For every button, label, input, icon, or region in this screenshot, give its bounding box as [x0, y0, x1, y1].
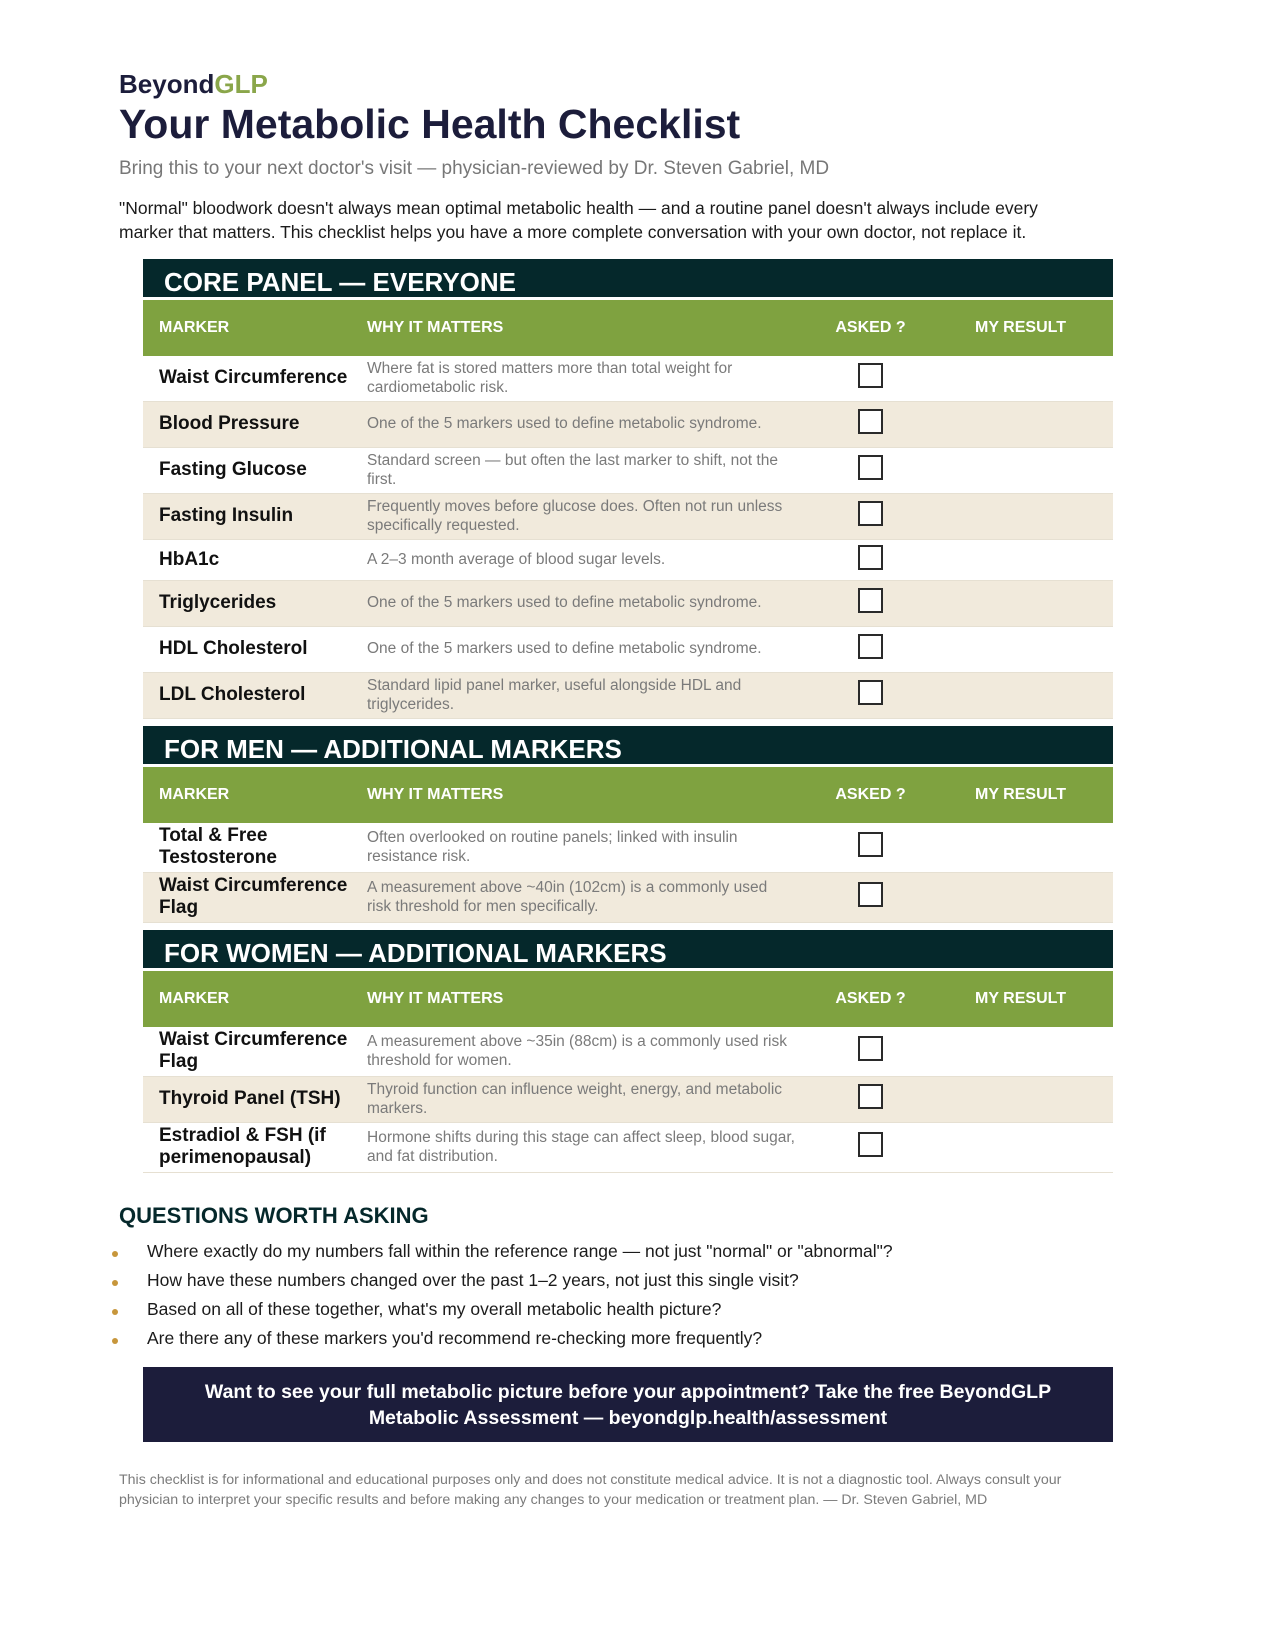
page-title: Your Metabolic Health Checklist: [119, 100, 741, 147]
asked-checkbox[interactable]: [858, 1084, 883, 1109]
table-row: [143, 581, 1113, 627]
table-row: [143, 356, 1113, 402]
table-row: [143, 1027, 1113, 1077]
section-women: [143, 930, 1113, 1173]
column-header-marker: MARKER: [159, 785, 230, 803]
section-heading: CORE PANEL — EVERYONE: [143, 259, 1113, 297]
marker-name: Fasting Glucose: [159, 459, 307, 481]
table-row: [143, 1123, 1113, 1173]
column-header-marker: MARKER: [159, 989, 230, 1007]
assessment-cta-banner[interactable]: Want to see your full metabolic picture before your appointment? Take the free BeyondGLP Metabolic Assessment — beyondglp.health/assessment: [143, 1367, 1113, 1442]
marker-name: Thyroid Panel (TSH): [159, 1088, 341, 1110]
column-header-result: MY RESULT: [975, 989, 1066, 1007]
table-header: [143, 767, 1113, 823]
marker-description: One of the 5 markers used to define metabolic syndrome.: [367, 415, 762, 433]
table-header: [143, 971, 1113, 1027]
marker-name: Waist Circumference Flag: [159, 875, 348, 919]
column-header-result: MY RESULT: [975, 318, 1066, 336]
marker-description: Where fat is stored matters more than total weight for cardiometabolic risk.: [367, 359, 733, 397]
asked-checkbox[interactable]: [858, 1036, 883, 1061]
bullet-icon: [112, 1280, 118, 1286]
table-row: [143, 402, 1113, 448]
marker-name: Waist Circumference Flag: [159, 1029, 348, 1073]
marker-name: LDL Cholesterol: [159, 684, 306, 706]
brand-name-main: Beyond: [119, 69, 215, 99]
marker-name: Fasting Insulin: [159, 505, 294, 527]
column-header-why: WHY IT MATTERS: [367, 989, 504, 1007]
bullet-icon: [112, 1251, 118, 1257]
marker-name: Total & Free Testosterone: [159, 825, 277, 869]
column-header-asked: ASKED ?: [835, 785, 906, 803]
checklist-page: [119, 70, 1119, 1510]
marker-description: One of the 5 markers used to define metabolic syndrome.: [367, 594, 762, 612]
marker-description: A 2–3 month average of blood sugar levels.: [367, 550, 666, 568]
marker-description: Thyroid function can influence weight, energy, and metabolic markers.: [367, 1080, 783, 1118]
table-row: [143, 627, 1113, 673]
asked-checkbox[interactable]: [858, 409, 883, 434]
table-header: [143, 300, 1113, 356]
questions-heading: QUESTIONS WORTH ASKING: [119, 1202, 429, 1228]
asked-checkbox[interactable]: [858, 882, 883, 907]
list-item: [119, 1266, 1119, 1295]
column-header-marker: MARKER: [159, 318, 230, 336]
asked-checkbox[interactable]: [858, 501, 883, 526]
question-text: How have these numbers changed over the past 1–2 years, not just this single visit?: [147, 1269, 799, 1290]
asked-checkbox[interactable]: [858, 680, 883, 705]
bullet-icon: [112, 1309, 118, 1315]
brand-name-accent: GLP: [214, 69, 268, 99]
asked-checkbox[interactable]: [858, 455, 883, 480]
intro-paragraph: "Normal" bloodwork doesn't always mean optimal metabolic health — and a routine panel doesn't always include every marker that matters. This checklist helps you have a more complete conversation with your own doctor, not replace it.: [119, 197, 1038, 242]
marker-description: Hormone shifts during this stage can affect sleep, blood sugar, and fat distribution.: [367, 1128, 795, 1166]
marker-description: Standard screen — but often the last marker to shift, not the first.: [367, 451, 778, 489]
marker-name: Triglycerides: [159, 592, 277, 614]
asked-checkbox[interactable]: [858, 363, 883, 388]
table-row: [143, 448, 1113, 494]
marker-description: Often overlooked on routine panels; linked with insulin resistance risk.: [367, 828, 738, 866]
table-row: [143, 673, 1113, 719]
column-header-asked: ASKED ?: [835, 989, 906, 1007]
table-row: [143, 540, 1113, 581]
asked-checkbox[interactable]: [858, 634, 883, 659]
asked-checkbox[interactable]: [858, 545, 883, 570]
table-row: [143, 494, 1113, 540]
asked-checkbox[interactable]: [858, 832, 883, 857]
marker-description: Standard lipid panel marker, useful alongside HDL and triglycerides.: [367, 676, 742, 714]
disclaimer-text: This checklist is for informational and educational purposes only and does not constitute medical advice. It is not a diagnostic tool. Always consult your physician to interpret your specific results and before making any changes to your medication or treatment plan. — Dr. Steven Gabriel, MD: [119, 1471, 1062, 1508]
section-heading: FOR WOMEN — ADDITIONAL MARKERS: [143, 930, 1113, 968]
section-heading: FOR MEN — ADDITIONAL MARKERS: [143, 726, 1113, 764]
marker-description: A measurement above ~40in (102cm) is a commonly used risk threshold for men specifically.: [367, 878, 768, 916]
marker-name: Waist Circumference: [159, 367, 348, 389]
asked-checkbox[interactable]: [858, 588, 883, 613]
table-row: [143, 1077, 1113, 1123]
marker-description: A measurement above ~35in (88cm) is a commonly used risk threshold for women.: [367, 1032, 787, 1070]
table-row: [143, 823, 1113, 873]
list-item: [119, 1324, 1119, 1353]
column-header-why: WHY IT MATTERS: [367, 785, 504, 803]
marker-description: Frequently moves before glucose does. Often not run unless specifically requested.: [367, 497, 783, 535]
marker-name: Blood Pressure: [159, 413, 300, 435]
section-men: [143, 726, 1113, 923]
list-item: [119, 1237, 1119, 1266]
marker-description: One of the 5 markers used to define metabolic syndrome.: [367, 640, 762, 658]
marker-name: Estradiol & FSH (if perimenopausal): [159, 1125, 326, 1169]
question-text: Where exactly do my numbers fall within the reference range — not just "normal" or "abnormal"?: [147, 1240, 893, 1261]
section-core-panel: [143, 259, 1113, 719]
page-subtitle: Bring this to your next doctor's visit — physician-reviewed by Dr. Steven Gabriel, MD: [119, 157, 830, 179]
marker-name: HDL Cholesterol: [159, 638, 308, 660]
question-text: Based on all of these together, what's my overall metabolic health picture?: [147, 1298, 722, 1319]
column-header-result: MY RESULT: [975, 785, 1066, 803]
marker-name: HbA1c: [159, 548, 220, 570]
asked-checkbox[interactable]: [858, 1132, 883, 1157]
questions-list: [119, 1237, 1119, 1353]
table-row: [143, 873, 1113, 923]
question-text: Are there any of these markers you'd recommend re-checking more frequently?: [147, 1327, 763, 1348]
column-header-asked: ASKED ?: [835, 318, 906, 336]
brand-logo: [119, 70, 1119, 99]
column-header-why: WHY IT MATTERS: [367, 318, 504, 336]
bullet-icon: [112, 1338, 118, 1344]
list-item: [119, 1295, 1119, 1324]
